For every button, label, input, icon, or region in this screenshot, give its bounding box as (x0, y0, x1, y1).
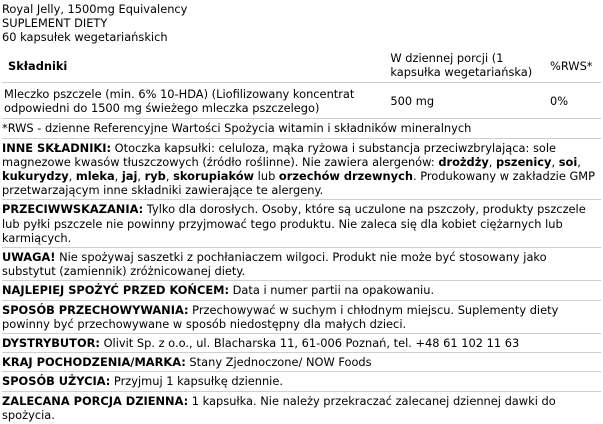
allergen: pszenicy (496, 154, 552, 169)
best-before-section: NAJLEPIEJ SPOŻYĆ PRZED KOŃCEM: Data i numer partii na opakowaniu. (2, 283, 601, 300)
origin-section: KRAJ POCHODZENIA/MARKA: Stany Zjednoczone/ NOW Foods (2, 355, 601, 372)
allergen: soi (558, 154, 578, 169)
product-quantity: 60 kapsułek wegetariańskich (2, 30, 168, 45)
daily-portion-column-header: W dziennej porcji (1 kapsułka wegetariańska) (390, 50, 533, 79)
allergen: skorupiaków (173, 169, 255, 184)
product-category: SUPLEMENT DIETY (2, 16, 108, 31)
rws-column-header: %RWS* (550, 58, 593, 73)
section-label: INNE SKŁADNIKI: (2, 140, 112, 155)
ingredient-rws: 0% (550, 94, 569, 109)
contraindications-section: PRZECIWWSKAZANIA: Tylko dla dorosłych. Osoby, które są uczulone na pszczoły, produkty pszczele lub pyłki pszczele nie powinny przyjmować tego produktu. Nie zaleca się dla kobiet ciężarnych lub karmiących. (2, 202, 601, 248)
product-header (2, 0, 601, 45)
section-label: UWAGA! (2, 250, 56, 265)
table-row (2, 83, 601, 119)
table-header-row (2, 51, 601, 83)
supplement-facts-table (2, 51, 601, 120)
section-label: ZALECANA PORCJA DZIENNA: (2, 393, 189, 408)
product-name: Royal Jelly, 1500mg Equivalency (2, 2, 188, 16)
ingredient-name: Mleczko pszczele (min. 6% 10-HDA) (Liofilizowany koncentrat odpowiedni do 1500 mg świeżego mleczka pszczelego) (4, 87, 355, 116)
ingredient-amount: 500 mg (390, 94, 435, 109)
section-label: SPOSÓB UŻYCIA: (2, 374, 111, 389)
distributor-section: DYSTRYBUTOR: Olivit Sp. z o.o., ul. Blacharska 11, 61-006 Poznań, tel. +48 61 102 11 63 (2, 336, 601, 353)
section-label: SPOSÓB PRZECHOWYWANIA: (2, 302, 189, 317)
warning-section: UWAGA! Nie spożywaj saszetki z pochłaniaczem wilgoci. Produkt nie może być stosowany jako substytut (zamiennik) zróżnicowanej diety. (2, 250, 601, 281)
rws-footnote: *RWS - dzienne Referencyjne Wartości Spożycia witamin i składników mineralnych (2, 121, 601, 138)
daily-dose-section: ZALECANA PORCJA DZIENNA: 1 kapsułka. Nie należy przekraczać zalecanej dziennej dawki do spożycia. (2, 393, 556, 422)
ingredients-column-header: Składniki (8, 58, 68, 73)
section-label: PRZECIWWSKAZANIA: (2, 202, 144, 217)
allergen: ryb (144, 169, 166, 184)
allergen: orzechów drzewnych (278, 169, 413, 184)
allergen: kukurydzy (2, 169, 69, 184)
section-label: NAJLEPIEJ SPOŻYĆ PRZED KOŃCEM: (2, 283, 229, 298)
storage-section: SPOSÓB PRZECHOWYWANIA: Przechowywać w suchym i chłodnym miejscu. Suplementy diety powinny być przechowywane w sposób niedostępny dla małych dzieci. (2, 303, 601, 334)
other-ingredients-section: INNE SKŁADNIKI: Otoczka kapsułki: celuloza, mąka ryżowa i substancja przeciwzbrylająca: sole magnezowe kwasów tłuszczowych (źródło roślinne). Nie zawiera alergenów: drożdży, pszenicy, soi, kukurydzy, mleka, jaj, ryb, skorupiaków lub orzechów drzewnych. Produkowany w zakładzie GMP przetwarzającym inne składniki zawierające te alergeny. (2, 141, 601, 201)
allergen: drożdży (438, 154, 489, 169)
allergen: mleka (75, 169, 115, 184)
section-label: DYSTRYBUTOR: (2, 336, 100, 351)
allergen: jaj (121, 169, 138, 184)
section-label: KRAJ POCHODZENIA/MARKA: (2, 355, 186, 370)
usage-section: SPOSÓB UŻYCIA: Przyjmuj 1 kapsułkę dziennie. (2, 374, 601, 391)
